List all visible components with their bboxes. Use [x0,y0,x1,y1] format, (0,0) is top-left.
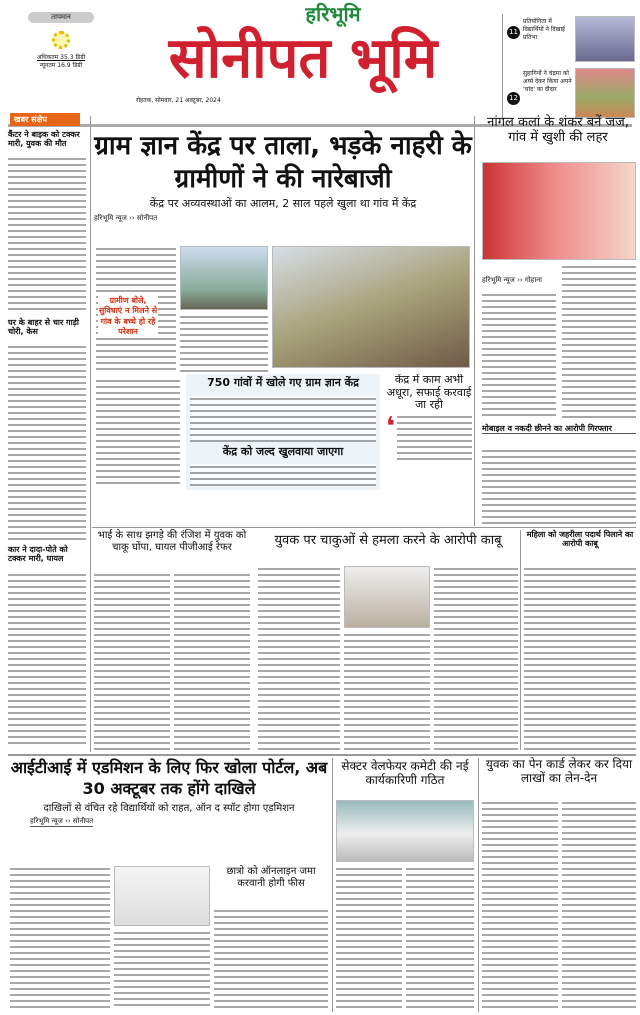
brand-logo: हरिभूमि [305,2,361,26]
quote-body [397,414,472,464]
row-divider [92,527,636,528]
dateline: रोहतक, सोमवार, 21 अक्टूबर, 2024 [136,97,221,104]
quote-box [386,374,472,524]
column-divider [474,116,475,526]
pull-quote: ग्रामीण बोले, सुविधाएं न मिलने से गांव के बच्चे हो रहे परेशान [98,296,158,337]
lead-photo-small [180,246,268,310]
iti-side-headline: छात्रो को ऑनलाइन जमा करवानी होगी फीस [226,866,316,889]
column-divider [520,530,521,750]
teaser-11[interactable] [507,16,637,64]
iti-subhead: दाखिलों से वंचित रहे विद्यार्थियों को राहत, ऑन द स्पॉट होगा एडमिशन [43,802,295,814]
lead-subhead: केंद्र पर अव्यवस्थाओं का आलम, 2 साल पहले खुला था गांव में केंद्र [149,197,417,210]
lead-header [94,130,472,223]
column-divider [332,758,333,1012]
weather-min: न्यूनतम 16.9 डिग्री [39,62,83,69]
teaser-photo [575,68,635,118]
masthead-title: सोनीपत भूमि [168,26,438,91]
sector-body [336,866,402,1010]
sector-headline[interactable]: सेक्टर वेलफेयर कमेटी की नई कार्यकारिणी गठित [341,759,469,787]
pan-body [482,800,558,1010]
iti-body [10,866,110,1010]
story-body [524,566,636,750]
section-label: खबर संक्षेप [10,113,80,126]
teaser-text: सुहागिनों ने चंद्रमा को अर्घ्य देकर किया अपने 'चांद' का दीदार [523,70,572,93]
iti-body [114,930,210,1010]
lead-body [96,378,180,488]
story-headline[interactable]: युवक पर चाकुओं से हमला करने के आरोपी काबू [274,533,502,548]
brief-headline[interactable]: मोबाइल व नकदी छीनने का आरोपी गिरफ्तार [482,424,636,434]
box-body [190,396,376,442]
iti-header [8,758,330,827]
brief-body [8,572,86,748]
box-body [190,464,376,486]
sector-body [406,866,474,1010]
box-headline: केंद्र को जल्द खुलवाया जाएगा [222,445,344,458]
teaser-text: प्रतियोगिता में विद्यार्थियों ने दिखाई प्रतिभा [523,18,565,41]
right-photo [482,162,636,260]
page-number: 11 [507,26,520,39]
quote-mark-icon: ❛ [386,411,396,442]
column-divider [90,116,91,752]
lead-photo-main [272,246,470,368]
brief-body [482,448,636,524]
brief-headline[interactable]: कार ने दादा-पोते को टक्कर मारी, घायल [8,545,68,564]
sector-photo [336,800,474,862]
iti-headline[interactable]: आईटीआई में एडमिशन के लिए फिर खोला पोर्टल, अब 30 अक्टूबर तक होंगे दाखिले [10,758,328,798]
brief-headline[interactable]: घर के बाहर से चार गाड़ी चोरी, केस [8,318,79,337]
byline: हरिभूमि न्यूज ›› सोनीपत [94,213,158,222]
brief-body [8,344,86,540]
iti-illustration [114,866,210,926]
brief-body [8,156,86,310]
weather-label: तापमान [28,12,94,23]
weather-max: अधिकतम 35.3 डिग्री [36,54,86,61]
quote-headline: केंद्र में काम अभी अधूरा, सफाई करवाई जा रही [386,374,472,412]
story-photo [344,566,430,628]
lead-headline[interactable]: ग्राम ज्ञान केंद्र पर ताला, भड़के नाहरी के ग्रामीणों ने की नारेबाजी [94,131,472,194]
column-divider [478,758,479,1012]
pan-body [562,800,636,1010]
iti-body [214,908,328,1010]
byline: हरिभूमि न्यूज ›› सोनीपत [30,817,94,826]
lead-body [180,314,268,372]
box-headline: 750 गांवों में खोले गए ग्राम ज्ञान केंद्र [207,376,359,389]
right-body [482,292,556,420]
sun-icon [52,31,70,49]
story-body [434,566,518,750]
byline: हरिभूमि न्यूज ›› गोहाना [482,276,542,284]
story-body [344,632,430,750]
page-number: 12 [507,92,520,105]
masthead-divider [502,14,503,120]
pan-headline[interactable]: युवक का पेन कार्ड लेकर कर दिया लाखों का लेन-देन [485,757,633,785]
story-body [94,572,170,750]
story-headline[interactable]: महिला को जहरीला पदार्थ पिलाने का आरोपी काबू [526,530,634,549]
teaser-12[interactable] [507,68,637,120]
masthead-block [118,2,488,106]
teaser-photo [575,16,635,62]
story-body [258,566,340,750]
row-divider [8,754,636,756]
weather-box [28,12,94,102]
story-headline[interactable]: भाई के साथ झगड़े की रंजिश में युवक को चाकू घोंपा, घायल पीजीआई रेफर [97,530,247,553]
right-body [562,264,636,420]
brief-headline[interactable]: कैंटर ने बाइक को टक्कर मारी, युवक की मौत [8,130,80,149]
story-body [174,572,250,750]
right-headline[interactable]: नांगल कलां के शंकर बनें जज, गांव में खुशी की लहर [487,115,629,145]
